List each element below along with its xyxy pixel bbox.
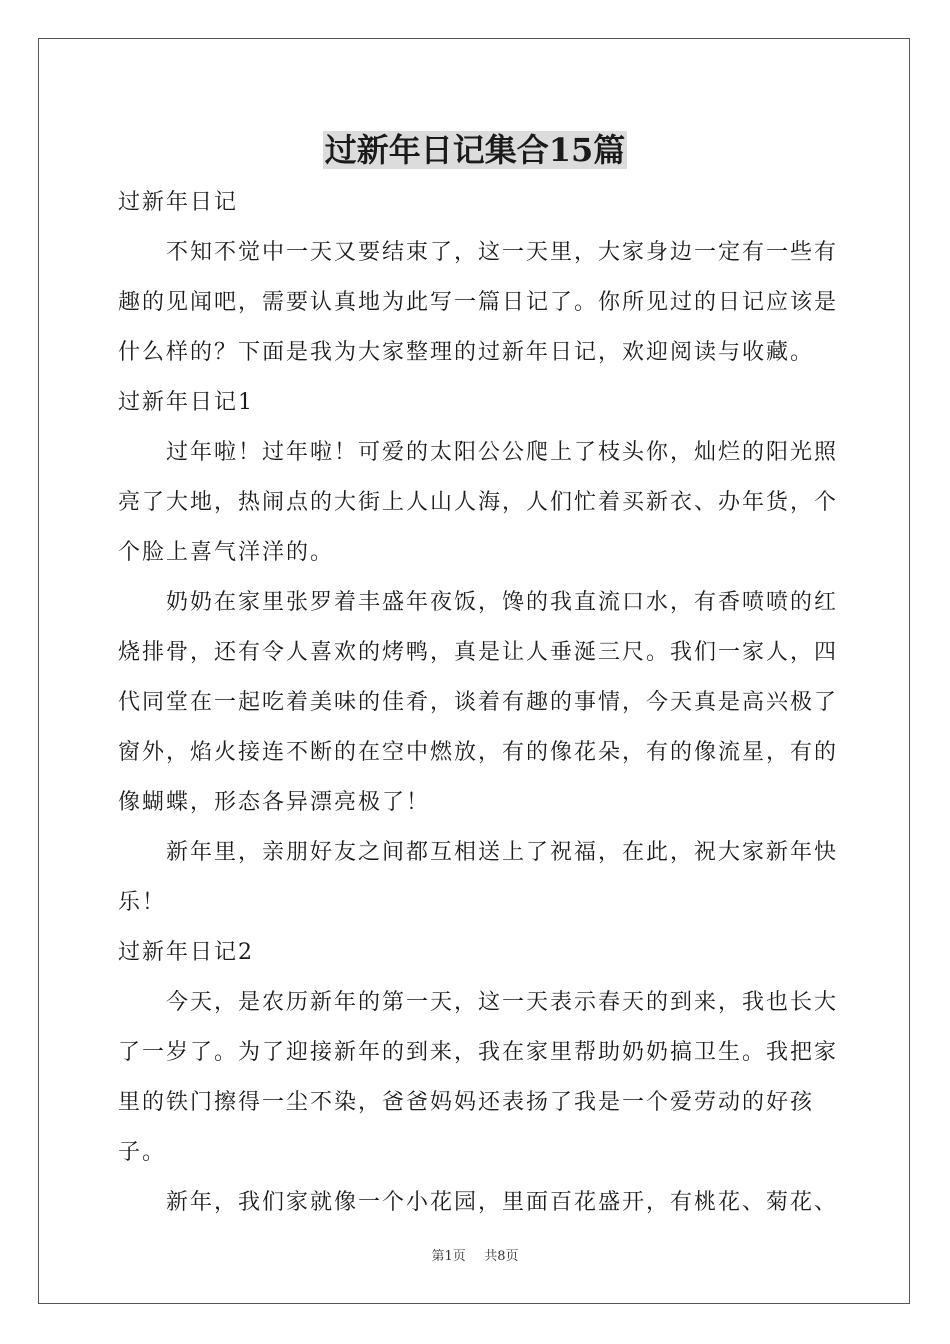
document-title-text: 过新年日记集合15篇 bbox=[324, 131, 626, 169]
paragraph: 新年里，亲朋好友之间都互相送上了祝福，在此，祝大家新年快乐！ bbox=[118, 840, 839, 915]
page-footer bbox=[0, 1245, 950, 1264]
paragraph: 不知不觉中一天又要结束了，这一天里，大家身边一定有一些有趣的见闻吧，需要认真地为此写一篇日记了。你所见过的日记应该是什么样的？下面是我为大家整理的过新年日记，欢迎阅读与收藏。 bbox=[118, 240, 839, 365]
section-heading: 过新年日记1 bbox=[118, 390, 254, 415]
document-title bbox=[0, 130, 950, 170]
total-pages: 共8页 bbox=[484, 1249, 519, 1264]
section-heading: 过新年日记 bbox=[118, 190, 239, 215]
paragraph: 今天，是农历新年的第一天，这一天表示春天的到来，我也长大了一岁了。为了迎接新年的到来，我在家里帮助奶奶搞卫生。我把家里的铁门擦得一尘不染，爸爸妈妈还表扬了我是一个爱劳动的好孩子。 bbox=[118, 990, 839, 1165]
paragraph: 奶奶在家里张罗着丰盛年夜饭，馋的我直流口水，有香喷喷的红烧排骨，还有令人喜欢的烤鸭，真是让人垂涎三尺。我们一家人，四代同堂在一起吃着美味的佳肴，谈着有趣的事情，今天真是高兴极了窗外，焰火接连不断的在空中燃放，有的像花朵，有的像流星，有的像蝴蝶，形态各异漂亮极了！ bbox=[118, 590, 839, 815]
document-body bbox=[118, 178, 838, 1228]
paragraph: 过年啦！过年啦！可爱的太阳公公爬上了枝头你，灿烂的阳光照亮了大地，热闹点的大街上人山人海，人们忙着买新衣、办年货，个个脸上喜气洋洋的。 bbox=[118, 440, 839, 565]
paragraph: 新年，我们家就像一个小花园，里面百花盛开，有桃花、菊花、 bbox=[166, 1190, 839, 1215]
section-heading: 过新年日记2 bbox=[118, 940, 254, 965]
page-number: 第1页 bbox=[431, 1249, 466, 1264]
